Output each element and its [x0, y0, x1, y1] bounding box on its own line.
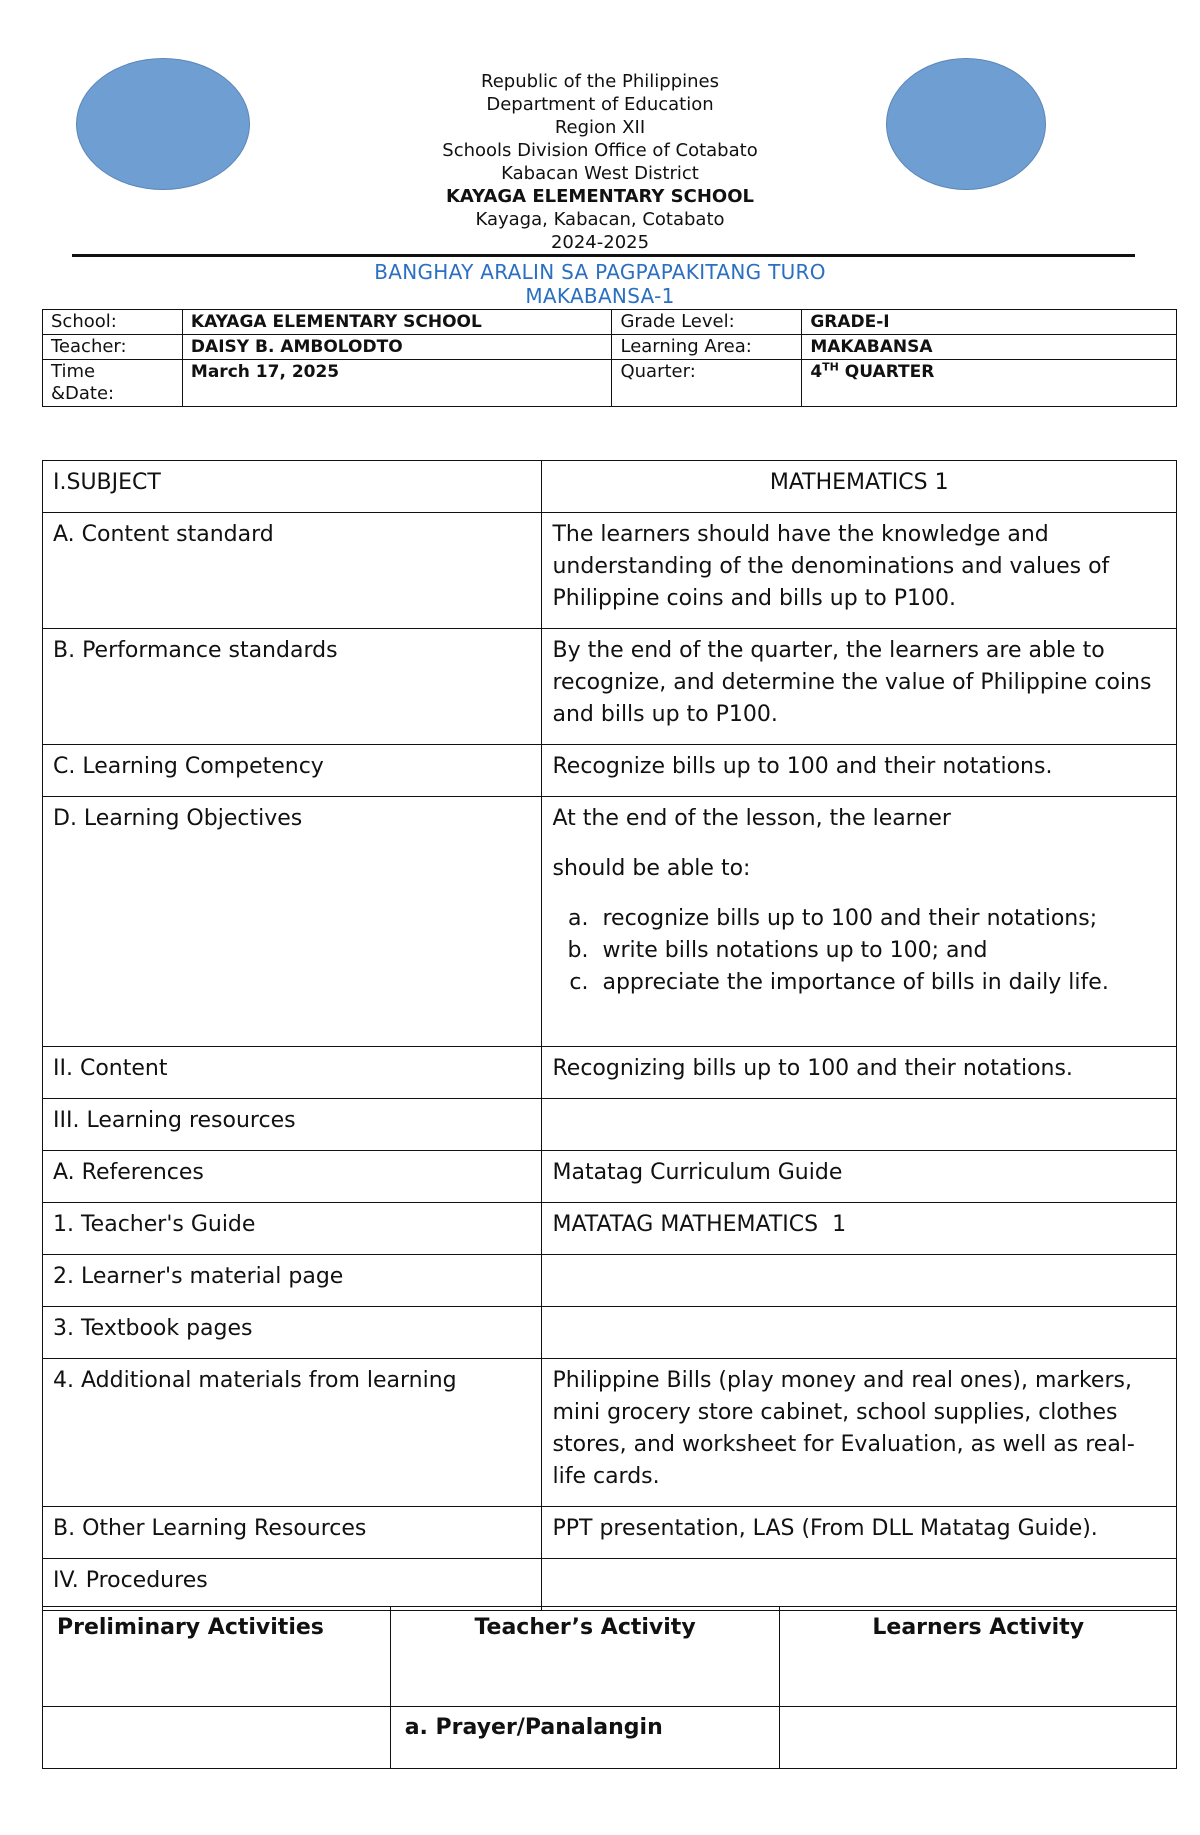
objective-item [552, 967, 1166, 999]
content-value: Recognizing bills up to 100 and their notations. [542, 1047, 1177, 1099]
header-line: Department of Education [486, 94, 714, 115]
subject-value: MATHEMATICS 1 [542, 461, 1177, 513]
prayer-activity: a. Prayer/Panalangin [390, 1707, 780, 1769]
row-learning-competency [43, 745, 1177, 797]
performance-standards-label: B. Performance standards [43, 629, 542, 745]
objectives-intro-2: should be able to: [552, 856, 751, 881]
lesson-plan-table [42, 460, 1177, 1611]
info-row-teacher [43, 335, 1177, 360]
row-additional-materials [43, 1359, 1177, 1507]
objectives-intro-1: At the end of the lesson, the learner [552, 806, 951, 831]
school-logo-left [76, 58, 250, 190]
info-row-time [43, 360, 1177, 407]
objective-marker: b. [567, 938, 589, 963]
procedures-cell [780, 1707, 1177, 1769]
performance-standards-value: By the end of the quarter, the learners are able to recognize, and determine the value of Philippine coins and bills up to P100. [542, 629, 1177, 745]
procedures-row [43, 1707, 1177, 1769]
quarter-text: QUARTER [838, 362, 935, 382]
content-standard-label: A. Content standard [43, 513, 542, 629]
row-learners-material [43, 1255, 1177, 1307]
additional-materials-label: 4. Additional materials from learning [43, 1359, 542, 1507]
header-line: Region XII [554, 117, 646, 138]
row-other-resources [43, 1507, 1177, 1559]
time-label-1: Time [51, 361, 96, 382]
quarter-number: 4 [810, 362, 823, 382]
textbook-pages-value [542, 1307, 1177, 1359]
objective-marker: c. [569, 970, 589, 995]
teacher-value: DAISY B. AMBOLODTO [182, 335, 612, 360]
time-label-2: &Date: [51, 383, 115, 404]
teachers-activity-header: Teacher’s Activity [390, 1607, 780, 1707]
quarter-suffix: TH [822, 360, 839, 374]
teachers-guide-value: MATATAG MATHEMATICS 1 [542, 1203, 1177, 1255]
teacher-label: Teacher: [43, 335, 183, 360]
learning-competency-label: C. Learning Competency [43, 745, 542, 797]
references-label: A. References [43, 1151, 542, 1203]
school-value: KAYAGA ELEMENTARY SCHOOL [182, 310, 612, 335]
learners-material-label: 2. Learner's material page [43, 1255, 542, 1307]
objective-text: recognize bills up to 100 and their notations; [602, 906, 1098, 931]
textbook-pages-label: 3. Textbook pages [43, 1307, 542, 1359]
quarter-label: Quarter: [612, 360, 802, 407]
header-divider [72, 254, 1135, 257]
learners-material-value [542, 1255, 1177, 1307]
row-learning-resources [43, 1099, 1177, 1151]
preliminary-activities-header: Preliminary Activities [43, 1607, 391, 1707]
references-value: Matatag Curriculum Guide [542, 1151, 1177, 1203]
objective-item [552, 903, 1166, 935]
school-address: Kayaga, Kabacan, Cotabato [475, 209, 725, 230]
row-textbook-pages [43, 1307, 1177, 1359]
title-line-2: MAKABANSA-1 [525, 284, 675, 308]
area-value: MAKABANSA [802, 335, 1177, 360]
row-learning-objectives [43, 797, 1177, 1047]
learning-resources-value [542, 1099, 1177, 1151]
row-references [43, 1151, 1177, 1203]
procedures-label: IV. Procedures [43, 1559, 542, 1611]
lesson-plan-title [300, 260, 900, 308]
objective-text: appreciate the importance of bills in daily life. [602, 970, 1109, 995]
quarter-value [802, 360, 1177, 407]
other-resources-label: B. Other Learning Resources [43, 1507, 542, 1559]
grade-value: GRADE-I [802, 310, 1177, 335]
subject-label: I.SUBJECT [43, 461, 542, 513]
other-resources-value: PPT presentation, LAS (From DLL Matatag Guide). [542, 1507, 1177, 1559]
school-label: School: [43, 310, 183, 335]
row-performance-standards [43, 629, 1177, 745]
deped-logo-right [886, 58, 1046, 190]
school-year: 2024-2025 [550, 232, 650, 253]
grade-label: Grade Level: [612, 310, 802, 335]
learning-competency-value: Recognize bills up to 100 and their notations. [542, 745, 1177, 797]
time-value: March 17, 2025 [182, 360, 612, 407]
procedures-value [542, 1559, 1177, 1611]
row-procedures [43, 1559, 1177, 1611]
info-table [42, 309, 1177, 407]
area-label: Learning Area: [612, 335, 802, 360]
row-content [43, 1047, 1177, 1099]
objectives-list [552, 903, 1166, 999]
info-row-school [43, 310, 1177, 335]
row-subject [43, 461, 1177, 513]
learning-objectives-value [542, 797, 1177, 1047]
content-standard-value: The learners should have the knowledge and understanding of the denominations and values of Philippine coins and bills up to P100. [542, 513, 1177, 629]
header-line: Kabacan West District [501, 163, 699, 184]
document-header [300, 70, 900, 254]
additional-materials-value: Philippine Bills (play money and real ones), markers, mini grocery store cabinet, school supplies, clothes stores, and worksheet for Evaluation, as well as real-life cards. [542, 1359, 1177, 1507]
procedures-cell [43, 1707, 391, 1769]
header-line: Republic of the Philippines [481, 71, 719, 92]
time-label [43, 360, 183, 407]
row-teachers-guide [43, 1203, 1177, 1255]
procedures-table [42, 1606, 1177, 1769]
objective-item [552, 935, 1166, 967]
content-label: II. Content [43, 1047, 542, 1099]
title-line-1: BANGHAY ARALIN SA PAGPAPAKITANG TURO [374, 260, 826, 284]
teachers-guide-label: 1. Teacher's Guide [43, 1203, 542, 1255]
row-content-standard [43, 513, 1177, 629]
header-line: Schools Division Office of Cotabato [442, 140, 758, 161]
learning-resources-label: III. Learning resources [43, 1099, 542, 1151]
objective-marker: a. [568, 906, 589, 931]
learners-activity-header: Learners Activity [780, 1607, 1177, 1707]
objective-text: write bills notations up to 100; and [602, 938, 988, 963]
procedures-header-row [43, 1607, 1177, 1707]
school-name: KAYAGA ELEMENTARY SCHOOL [445, 186, 754, 207]
learning-objectives-label: D. Learning Objectives [43, 797, 542, 1047]
